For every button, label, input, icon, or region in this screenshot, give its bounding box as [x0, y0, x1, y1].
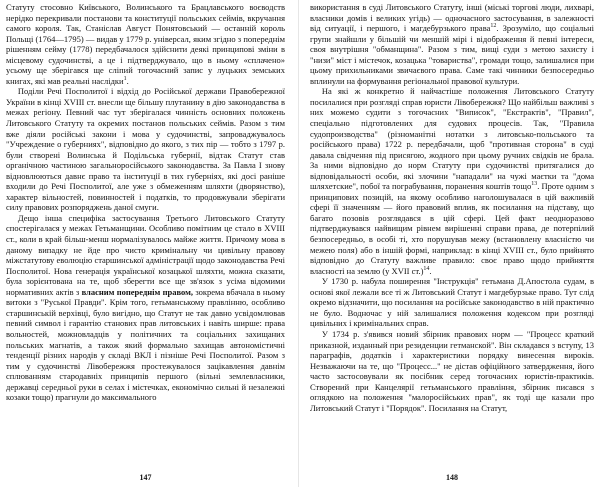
paragraph	[310, 86, 594, 276]
paragraph	[6, 213, 285, 403]
text-run: . Проте одним з принципових позицій, на якому особливо наголошувалася в цій важливій сфері її значенням — його правовий вплив, як посилання на підставу, що багато позовів розглядався в цій сфері. Цей факт неодноразово підтверджувався найвищим рівнем вирішенні справи права, де потерпілий безпосередньо, в особі ті, хто порушував межу (встановлену власністю чи межею поля) або в іншій формі, наприклад: в кінці XVIII ст., було прийнято відповідно до Статуту важливе правило: своє право щодо прийняття власності на землю (у XVII ст.)	[310, 181, 594, 276]
left-page-text	[6, 2, 285, 403]
page-number: 147	[139, 473, 152, 482]
text-run: Поділи Речі Посполитої і відхід до Російської держави Правобережної України в кінці XVIII ст. внесли ще більшу плутанину в дію законодавства в межах регіону. Певний час тут зберігалася чинність основних положень Литовського Статуту та окремих постанов польських сеймів. Разом з тим вже діяли російські закони і мова у судочинстві, запроваджувалось "Учреждение о губерниях", відповідно до якого, з тих пір — тобто з 1797 р. були створені Волинська й Подільська губернії, відтак Статут став органічною частиною загальноросійського законодавства. За Павла І знову відновлюються давнє право та інституції в тих губерніях, які досі раніше входили до Речі Посполитої, але уже з обмеженням шляхти (дворянство), характер вільностей, повинностей і податків, то продовжували зберігати силу правових розпоряджень даної смуги.	[6, 86, 285, 213]
page-number: 148	[446, 473, 458, 482]
gutter	[298, 0, 299, 487]
right-page	[310, 2, 594, 484]
footnote-marker: 14	[423, 265, 430, 272]
paragraph	[310, 276, 594, 329]
text-run: Статуту стосовно Київського, Волинського та Брацлавського воєводств нерідко перекривали постанови та конституції польських сеймів, вкручання самого короля. Так, Станіслав Август Понятовський — останній король Польщі (1764—1795) — видав у 1779 р. універсал, яким згідно з попереднім рішенням сейму (1778) передбачалося здійснити деякі принципові зміни в місцевому судочинстві, а це і підтверджувало, що в ньому «сплачено» усьому ще зберігався ще сліпий тогочасний запис у луцьких земських книгах, які мав реальні наслідки	[6, 2, 285, 86]
text-run: У 1730 р. набула поширення "Інструкція" гетьмана Д.Апостола судам, в основі якої лежали все ті ж Литовський Статут і магдебурзьке право. Тут слід окремо відзначити, що посилання на російське законодавство в ній практично не було. Водночас у ній залишалися положення кодексом при розгляді цивільних і кримінальних справ.	[310, 276, 594, 329]
text-run: зокрема вбачала в ньому витоки з "Руської Правди". Крім того, гетьманському правлінню, особливо старшинській верхівці, було вигідно, що Статут не так давно усвідомлював певний символ і гарантію станових прав литовських і навіть ширше: права вольностей, можновладців у політичних та соціальних захищаних польських магнатів, а також який формально захищав автономістичні тенденції різних народів у складі ВКЛ і пізніше Речі Посполитої. Разом з тим у судочинстві Лівобережжя простежувалося зацікавлення давнім сплюванням стародавніх принципів першого (вільні землевласники, державці середньої руки в селах і містечках, економічно сильні й незалежні козаки тощо) прагнули до максимального	[6, 286, 285, 403]
footnote-marker: 13	[531, 181, 538, 188]
text-run: використання в суді Литовського Статуту, інші (міські торгові люди, лихварі, власники домів і великих угідь) — одночасного застосування, в залежності від ситуації, і першого, і магдебурзького права	[310, 2, 594, 34]
text-run: Дещо інша специфіка застосування Третього Литовського Статуту спостерігалася у межах Гетьманщини. Особливо помітним це стало в XVIII ст., коли в край більш-менш нормалізувалось майже життя. Причому мова в даному випадку не йде про чисто кримінальну чи цивільну правову міжстатутову еволюцію старшинської адміністрації щодо законодавства Речі Посполитої. Нова генерація української козацької шляхти, можна сказати, була зорієнтована на те, щоб зберегти все ще зв'язок з усіма відомими нормативних актів з	[6, 212, 285, 297]
text-run: .	[126, 75, 129, 86]
footnote-marker: 1	[123, 76, 127, 82]
bold-phrase: власним попереднім правом,	[81, 286, 194, 297]
text-run: У 1734 р. з'явився новий збірник правових норм — "Процесс краткий приказной, изданный при резиденции гетманской". Він складався з вступу, 13 параграфів, додатків і характеристики порядку винесення вироків. Незважаючи на те, що "Процесс..." не дістав офіційного затвердження, його часто застосовували як посібник серед тогочасних юристів-практиків. Створений при Канцелярії гетьманського правління, збірник писався з оглядкою на положення "малоросійських прав", як тоді ще казали про Литовський Статут і "Порядок". Посилання на Статут,	[310, 328, 594, 413]
right-page-text	[310, 2, 594, 413]
left-page	[6, 2, 285, 484]
paragraph	[310, 2, 594, 86]
footnote-marker: 12	[490, 23, 497, 30]
paragraph	[6, 2, 285, 86]
text-run: . Зрозуміло, що соціальні групи знайшли у більшій чи меншій мірі і відображення й певні інтереси, своя внутрішня "обманщина". Разом з тим, вищі суди з метою захисту і "низи" міст і містечок, козацька "товариства", громади тощо, залишалися при цьому прихильниками звичаєвого права. Саме такі чинники безпосередньо вплинули на формування регіональної правової культури.	[310, 23, 595, 86]
paragraph	[310, 329, 594, 413]
paragraph	[6, 86, 285, 213]
text-run: .	[429, 265, 432, 276]
text-run: На які ж конкретно й найчастіше положення Литовського Статуту посилалися при розгляді справ юристи Лівобережжя? Що найбільш важливі з них можемо судити з тогочасних "Виписок", "Екстрактів", "Правил", спеціально підготовлених для судових процесів. Так, "Правила судопроизводства" (різноманітні нотатки з литовсько-польського та російського права) 1722 р. передбачали, щоб "противная сторона" в суді давала свідчення під присягою, жодного при цьому ручних свідків не брала. За ними відповідно до норм Статуту при судочинстві притягалися до відповідальності особи, які злочини "нападали" на чужі маєтки та "дома шляхетские", побої та пограбування, поранення коштів тощо	[310, 86, 594, 192]
